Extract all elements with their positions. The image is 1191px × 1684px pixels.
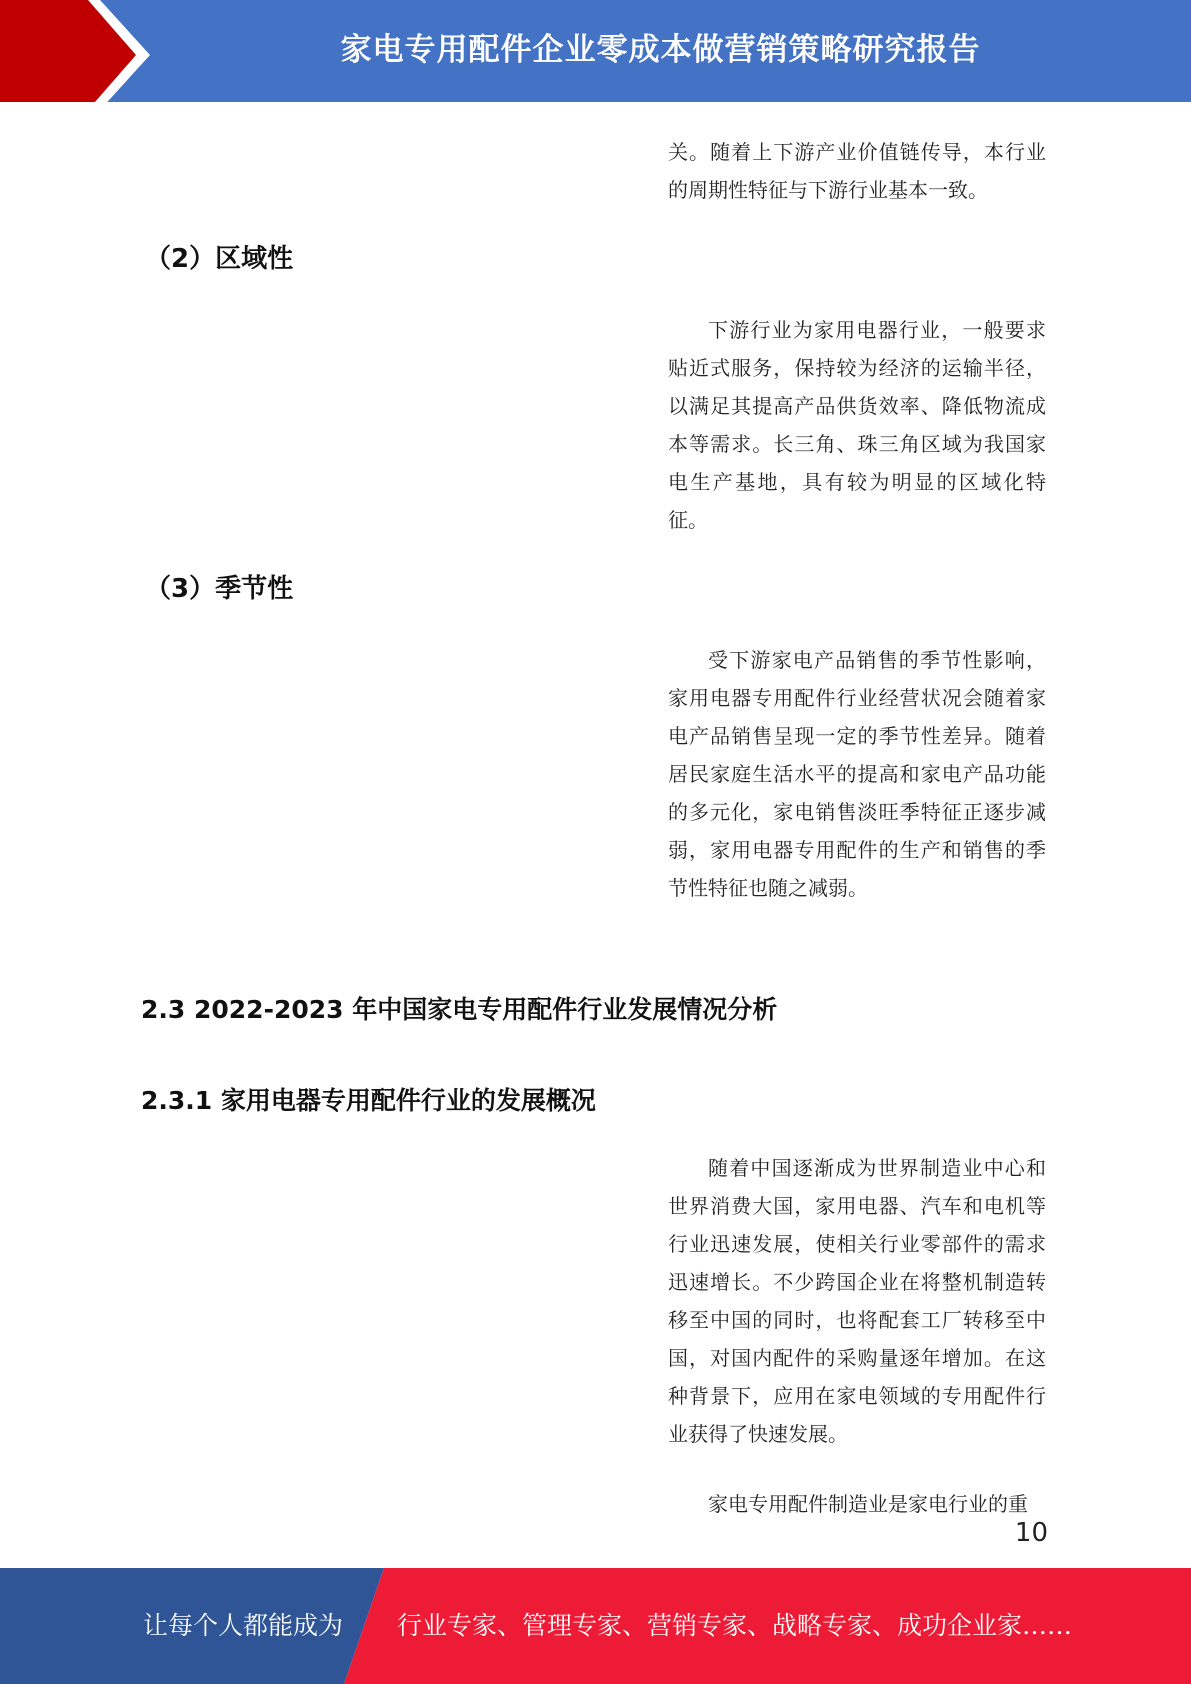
paragraph-regional: 下游行业为家用电器行业，一般要求贴近式服务，保持较为经济的运输半径，以满足其提高产品供货效率、降低物流成本等需求。长三角、珠三角区域为我国家电生产基地，具有较为明显的区域化特征。 bbox=[668, 318, 1046, 532]
subsection-title: 2.3.1 家用电器专用配件行业的发展概况 bbox=[141, 1086, 596, 1115]
paragraph-seasonal: 受下游家电产品销售的季节性影响，家用电器专用配件行业经营状况会随着家电产品销售呈现一定的季节性差异。随着居民家庭生活水平的提高和家电产品功能的多元化，家电销售淡旺季特征正逐步减弱，家用电器专用配件的生产和销售的季节性特征也随之减弱。 bbox=[668, 648, 1046, 900]
paragraph-last-line: 家电专用配件制造业是家电行业的重 bbox=[708, 1492, 1028, 1516]
footer-slogan-right: 行业专家、管理专家、营销专家、战略专家、成功企业家…… bbox=[397, 1611, 1073, 1640]
paragraph-overview: 随着中国逐渐成为世界制造业中心和世界消费大国，家用电器、汽车和电机等行业迅速发展，使相关行业零部件的需求迅速增长。不少跨国企业在将整机制造转移至中国的同时，也将配套工厂转移至中国，对国内配件的采购量逐年增加。在这种背景下，应用在家电领域的专用配件行业获得了快速发展。 bbox=[668, 1156, 1046, 1446]
section-title: 2.3 2022-2023 年中国家电专用配件行业发展情况分析 bbox=[141, 995, 778, 1024]
heading-seasonal: （3）季节性 bbox=[145, 574, 294, 604]
heading-regional: （2）区域性 bbox=[145, 244, 294, 274]
page-header bbox=[0, 0, 1191, 110]
page-number: 10 bbox=[1014, 1518, 1048, 1548]
paragraph-continued: 关。随着上下游产业价值链传导，本行业的周期性特征与下游行业基本一致。 bbox=[668, 140, 1046, 202]
footer-slogan-left: 让每个人都能成为 bbox=[143, 1611, 344, 1640]
header-title: 家电专用配件企业零成本做营销策略研究报告 bbox=[340, 32, 981, 68]
page-footer bbox=[0, 1568, 1191, 1684]
